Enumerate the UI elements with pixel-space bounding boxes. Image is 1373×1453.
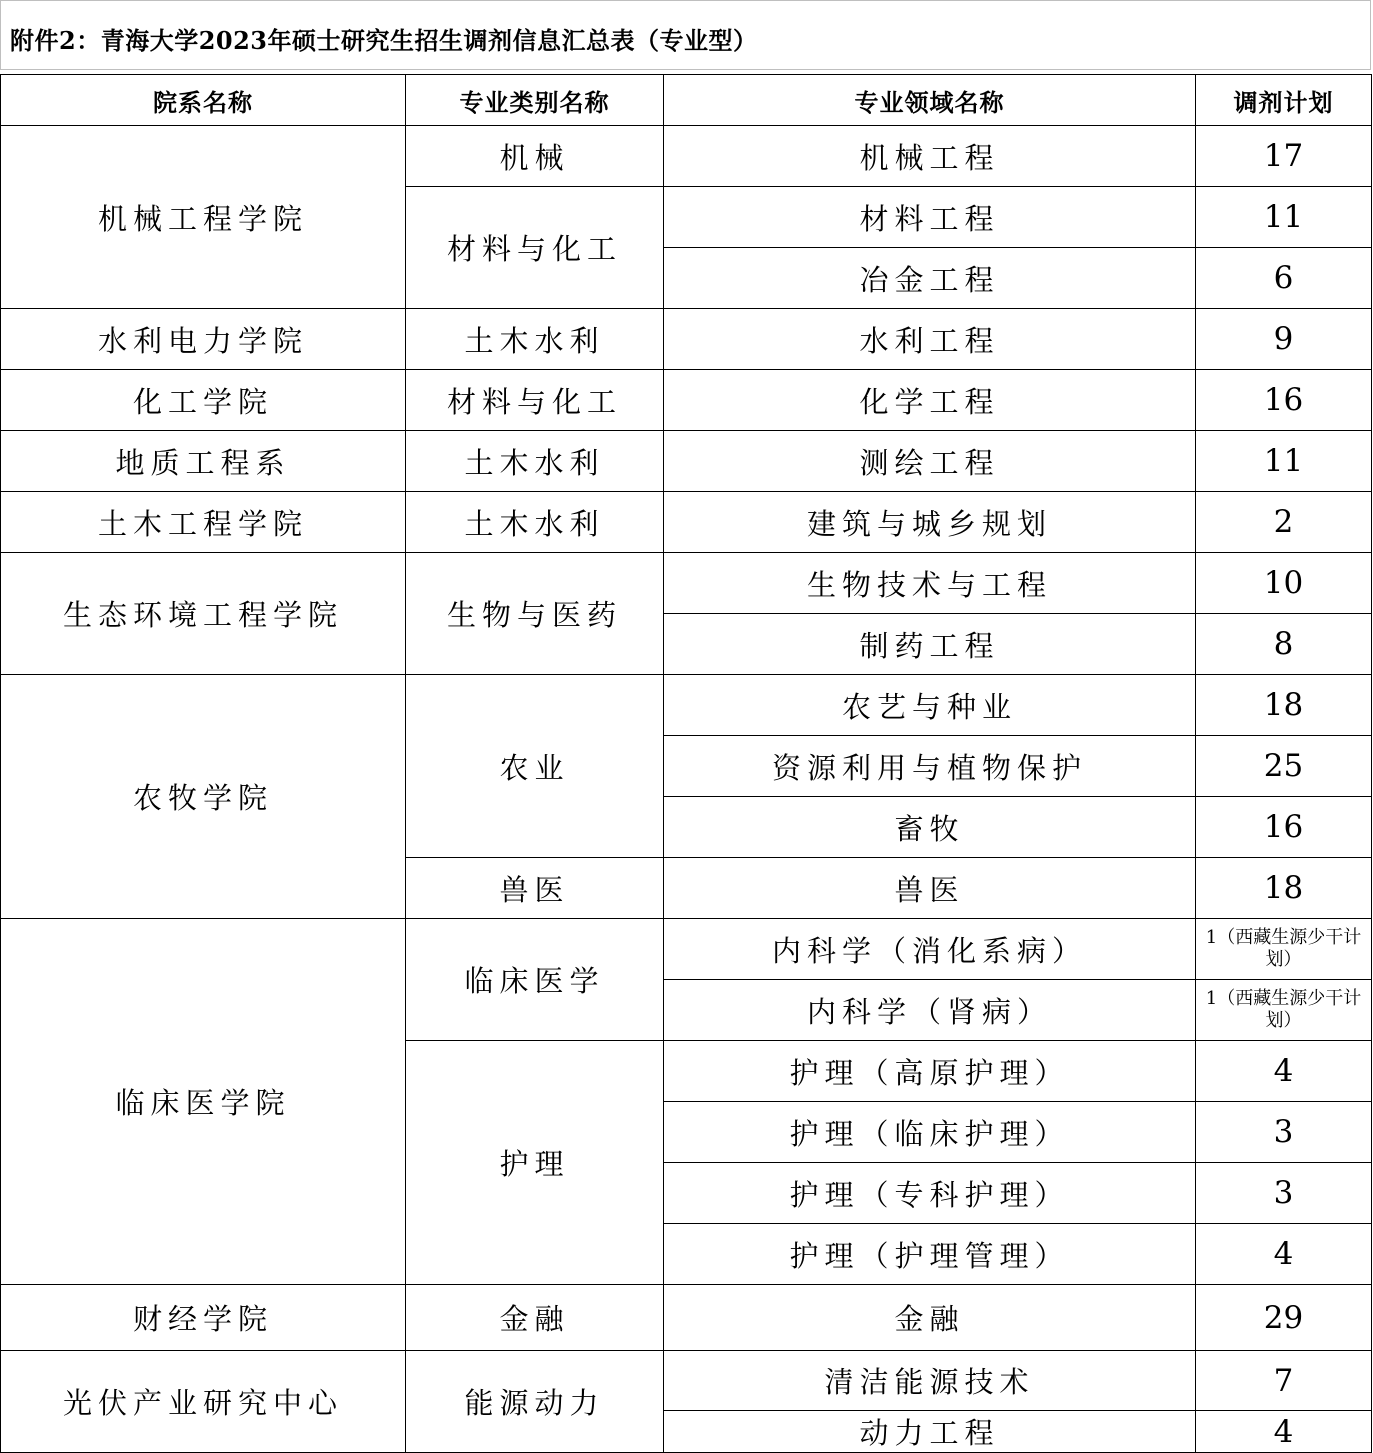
- plan-cell: 2: [1196, 492, 1372, 553]
- dept-cell: 农牧学院: [1, 675, 406, 919]
- category-cell: 能源动力: [406, 1351, 664, 1453]
- field-cell: 化学工程: [664, 370, 1196, 431]
- field-cell: 农艺与种业: [664, 675, 1196, 736]
- field-cell: 护理（护理管理）: [664, 1224, 1196, 1285]
- plan-cell: 4: [1196, 1411, 1372, 1453]
- field-cell: 内科学（肾病）: [664, 980, 1196, 1041]
- table-row: [1, 126, 1372, 187]
- field-cell: 机械工程: [664, 126, 1196, 187]
- table-row: [1, 309, 1372, 370]
- category-cell: 材料与化工: [406, 370, 664, 431]
- category-cell: 土木水利: [406, 431, 664, 492]
- dept-cell: 临床医学院: [1, 919, 406, 1285]
- category-cell: 护理: [406, 1041, 664, 1285]
- category-cell: 兽医: [406, 858, 664, 919]
- category-cell: 农业: [406, 675, 664, 858]
- dept-cell: 化工学院: [1, 370, 406, 431]
- title-bar: [0, 0, 1371, 70]
- field-cell: 内科学（消化系病）: [664, 919, 1196, 980]
- table-row: [1, 553, 1372, 614]
- field-cell: 清洁能源技术: [664, 1351, 1196, 1411]
- plan-cell: 3: [1196, 1163, 1372, 1224]
- category-cell: 金融: [406, 1285, 664, 1351]
- plan-cell: 25: [1196, 736, 1372, 797]
- field-cell: 材料工程: [664, 187, 1196, 248]
- plan-cell: 18: [1196, 858, 1372, 919]
- table-row: [1, 370, 1372, 431]
- header-dept: 院系名称: [1, 75, 406, 126]
- dept-cell: 土木工程学院: [1, 492, 406, 553]
- plan-cell: 10: [1196, 553, 1372, 614]
- plan-cell: 4: [1196, 1224, 1372, 1285]
- field-cell: 建筑与城乡规划: [664, 492, 1196, 553]
- table-row: [1, 919, 1372, 980]
- field-cell: 金融: [664, 1285, 1196, 1351]
- header-plan: 调剂计划: [1196, 75, 1372, 126]
- category-cell: 土木水利: [406, 309, 664, 370]
- table-row: [1, 1351, 1372, 1411]
- plan-cell: 6: [1196, 248, 1372, 309]
- field-cell: 动力工程: [664, 1411, 1196, 1453]
- field-cell: 水利工程: [664, 309, 1196, 370]
- plan-cell: 17: [1196, 126, 1372, 187]
- plan-cell: 11: [1196, 187, 1372, 248]
- field-cell: 测绘工程: [664, 431, 1196, 492]
- header-field: 专业领域名称: [664, 75, 1196, 126]
- dept-cell: 光伏产业研究中心: [1, 1351, 406, 1453]
- table-row: [1, 675, 1372, 736]
- plan-cell: 1（西藏生源少干计划）: [1196, 980, 1372, 1041]
- plan-cell: 11: [1196, 431, 1372, 492]
- plan-cell: 29: [1196, 1285, 1372, 1351]
- category-cell: 临床医学: [406, 919, 664, 1041]
- field-cell: 资源利用与植物保护: [664, 736, 1196, 797]
- plan-cell: 8: [1196, 614, 1372, 675]
- category-cell: 材料与化工: [406, 187, 664, 309]
- plan-cell: 3: [1196, 1102, 1372, 1163]
- category-cell: 生物与医药: [406, 553, 664, 675]
- table-row: [1, 431, 1372, 492]
- plan-cell: 16: [1196, 370, 1372, 431]
- dept-cell: 财经学院: [1, 1285, 406, 1351]
- field-cell: 畜牧: [664, 797, 1196, 858]
- field-cell: 护理（专科护理）: [664, 1163, 1196, 1224]
- table-row: [1, 1285, 1372, 1351]
- dept-cell: 水利电力学院: [1, 309, 406, 370]
- plan-cell: 18: [1196, 675, 1372, 736]
- page-title: 附件2：青海大学2023年硕士研究生招生调剂信息汇总表（专业型）: [10, 26, 758, 55]
- category-cell: 机械: [406, 126, 664, 187]
- plan-cell: 7: [1196, 1351, 1372, 1411]
- field-cell: 制药工程: [664, 614, 1196, 675]
- field-cell: 护理（临床护理）: [664, 1102, 1196, 1163]
- field-cell: 兽医: [664, 858, 1196, 919]
- header-row: [1, 75, 1372, 126]
- plan-cell: 9: [1196, 309, 1372, 370]
- dept-cell: 地质工程系: [1, 431, 406, 492]
- category-cell: 土木水利: [406, 492, 664, 553]
- adjustment-table: [0, 74, 1372, 1453]
- field-cell: 冶金工程: [664, 248, 1196, 309]
- plan-cell: 4: [1196, 1041, 1372, 1102]
- header-category: 专业类别名称: [406, 75, 664, 126]
- plan-cell: 1（西藏生源少干计划）: [1196, 919, 1372, 980]
- field-cell: 护理（高原护理）: [664, 1041, 1196, 1102]
- dept-cell: 生态环境工程学院: [1, 553, 406, 675]
- plan-cell: 16: [1196, 797, 1372, 858]
- dept-cell: 机械工程学院: [1, 126, 406, 309]
- field-cell: 生物技术与工程: [664, 553, 1196, 614]
- table-row: [1, 492, 1372, 553]
